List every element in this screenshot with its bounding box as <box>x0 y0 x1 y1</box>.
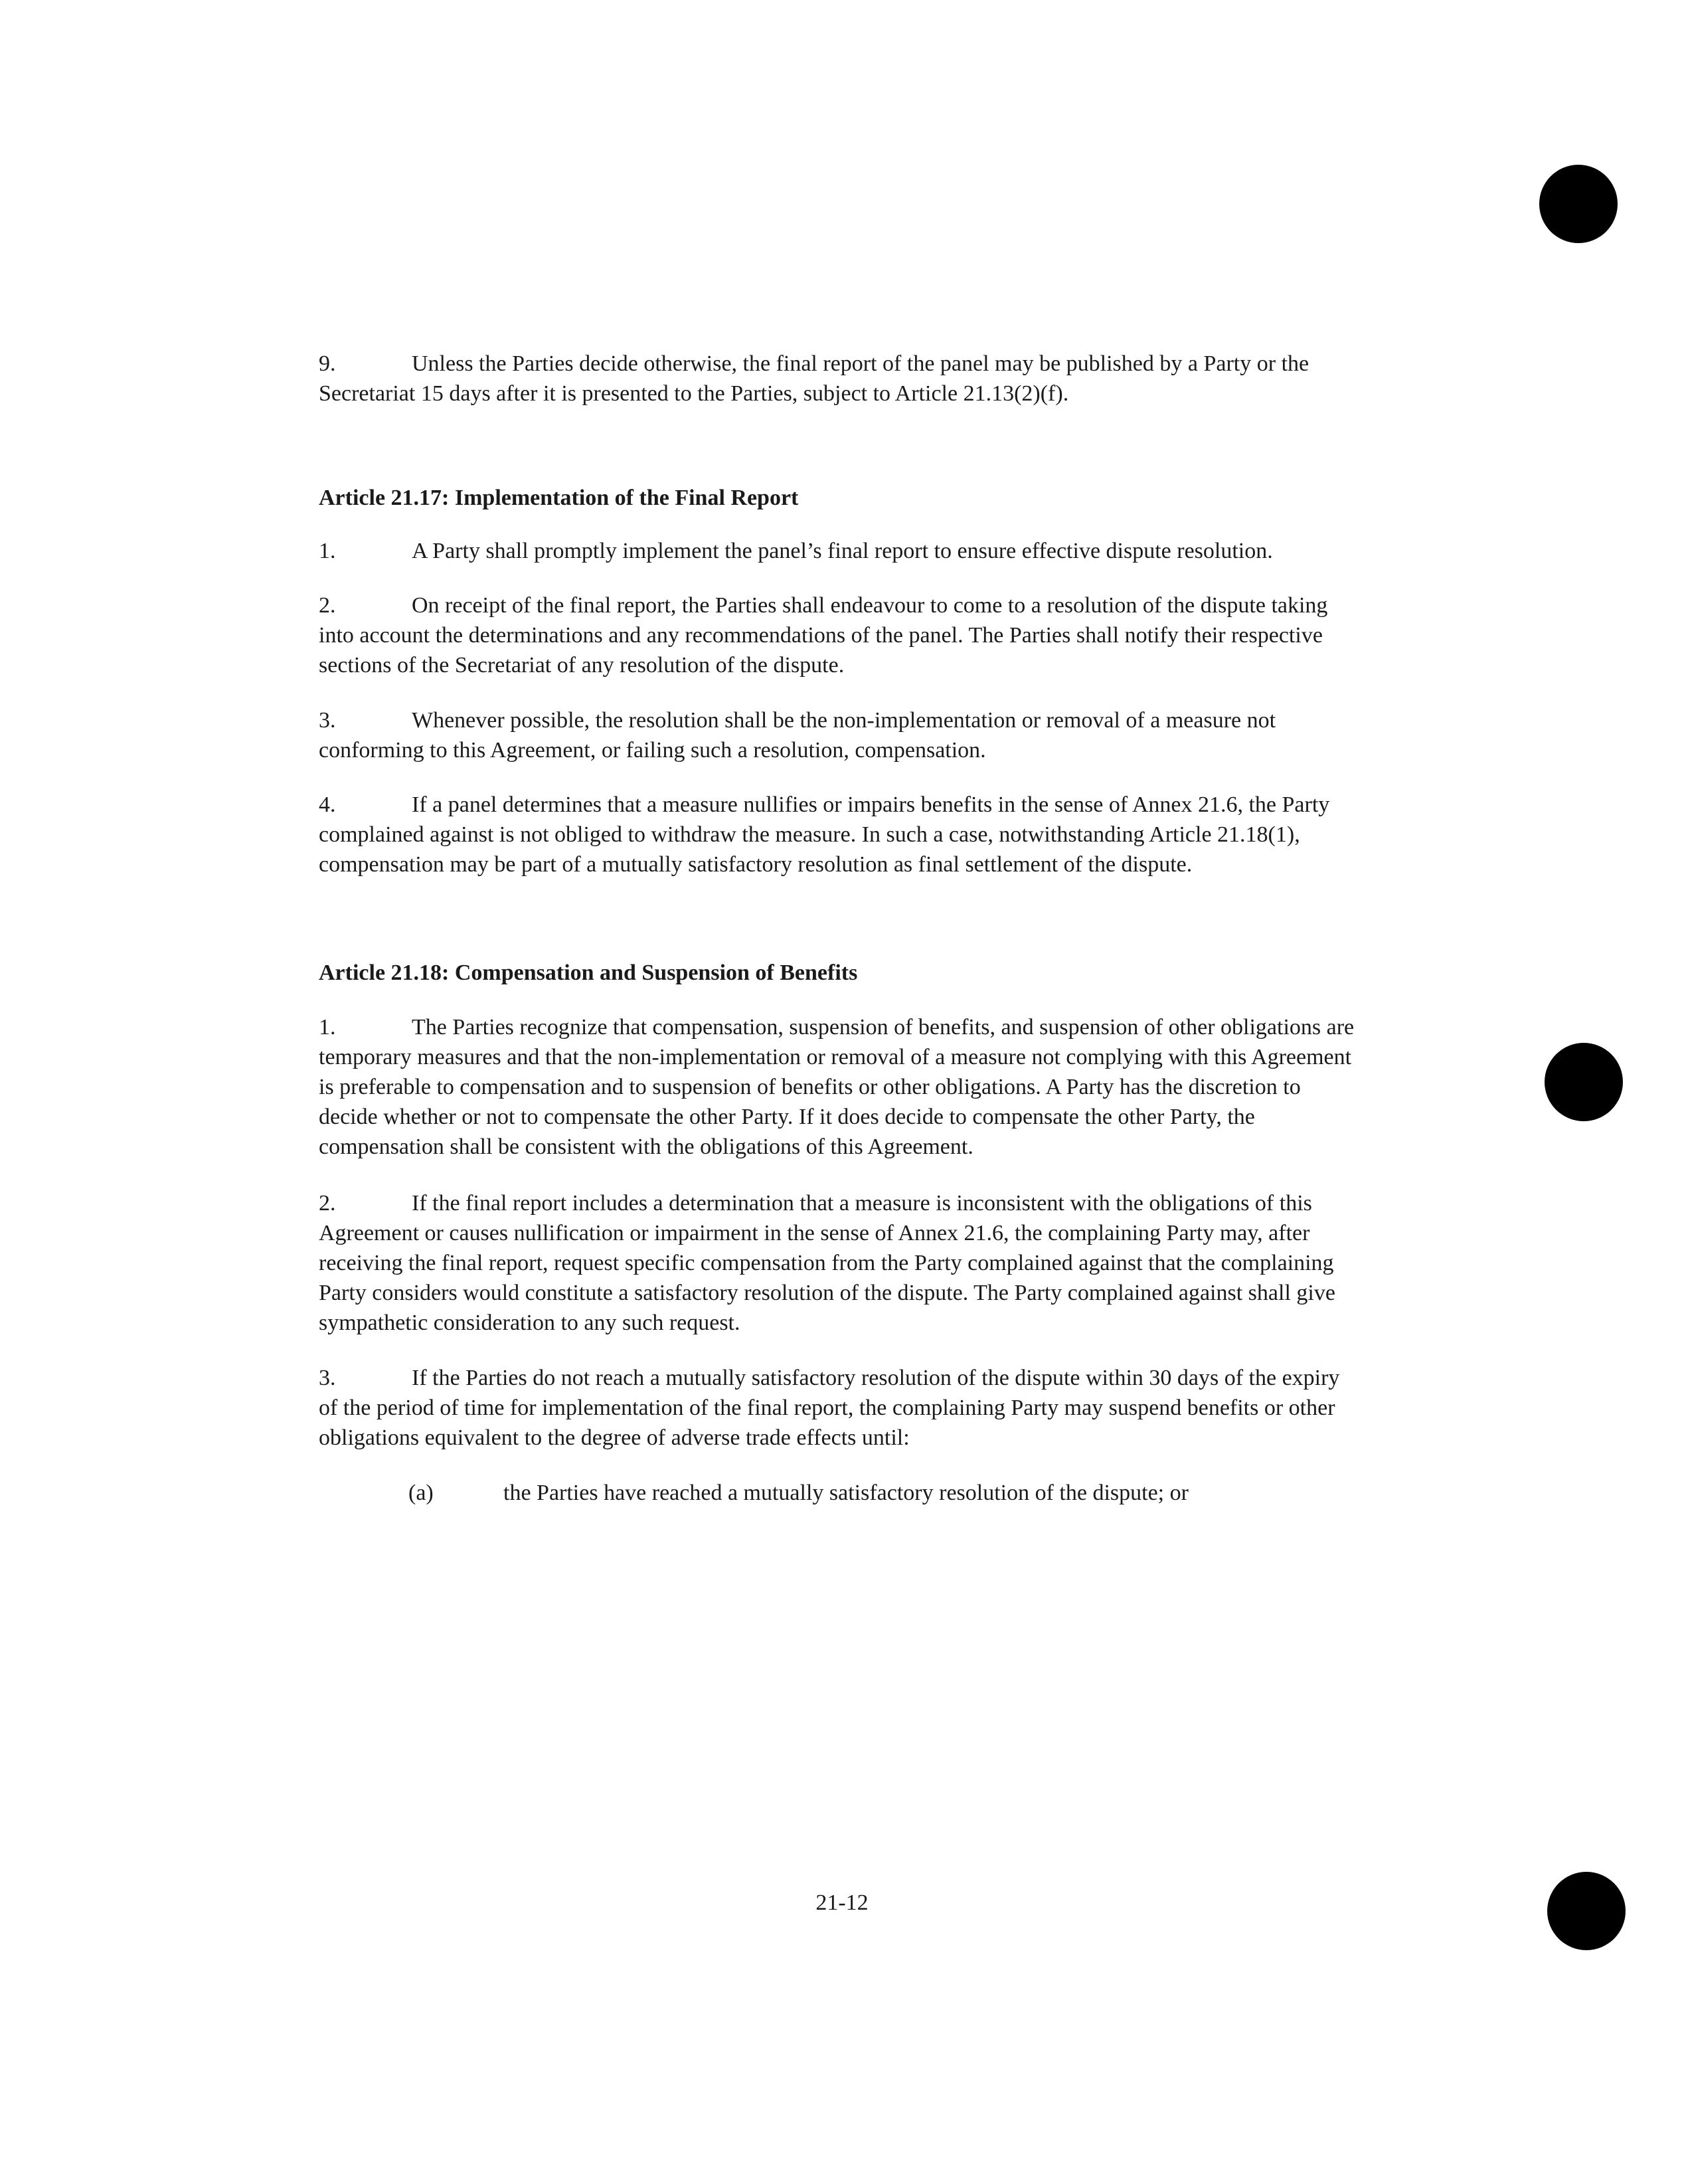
article-21-18-heading: Article 21.18: Compensation and Suspension of Benefits <box>319 960 858 985</box>
sub-item-label: (a) <box>408 1481 434 1505</box>
paragraph-text: If the Parties do not reach a mutually satisfactory resolution of the dispute within 30 days of the expiry of the period of time for implementation of the final report, the complaining Party may suspend benefits or other obligations equivalent to the degree of adverse trade effects until: <box>319 1366 1340 1450</box>
punch-hole <box>1545 1043 1623 1121</box>
paragraph-9 <box>319 349 1355 409</box>
paragraph-text: If the final report includes a determination that a measure is inconsistent with the obligations of this Agreement or causes nullification or impairment in the sense of Annex 21.6, the complaining Party may, after receiving the final report, request specific compensation from the Party complained against that the complaining Party considers would constitute a satisfactory resolution of the dispute. The Party complained against shall give sympathetic consideration to any such request. <box>319 1191 1335 1335</box>
paragraph-text: The Parties recognize that compensation, suspension of benefits, and suspension of other obligations are temporary measures and that the non-implementation or removal of a measure not complying with this Agreement is preferable to compensation and to suspension of benefits or other obligations. A Party has the discretion to decide whether or not to compensate the other Party. If it does decide to compensate the other Party, the compensation shall be consistent with the obligations of this Agreement. <box>319 1015 1355 1159</box>
article-21-17-paragraph-1 <box>319 536 1355 566</box>
paragraph-number: 3. <box>319 1366 336 1390</box>
article-21-18-paragraph-1 <box>319 1012 1355 1162</box>
article-21-17-paragraph-2 <box>319 591 1355 680</box>
paragraph-text: If a panel determines that a measure nullifies or impairs benefits in the sense of Annex 21.6, the Party complained against is not obliged to withdraw the measure. In such a case, notwithstanding Article 21.18(1), compensation may be part of a mutually satisfactory resolution as final settlement of the dispute. <box>319 792 1330 877</box>
article-21-18-paragraph-2 <box>319 1188 1355 1338</box>
article-21-18-sub-item-a <box>408 1478 1355 1508</box>
paragraph-number: 2. <box>319 1191 336 1216</box>
paragraph-text: Whenever possible, the resolution shall be the non-implementation or removal of a measure not conforming to this Agreement, or failing such a resolution, compensation. <box>319 708 1276 763</box>
document-body <box>319 349 1355 1508</box>
page-number: 21-12 <box>815 1890 869 1915</box>
paragraph-text: Unless the Parties decide otherwise, the final report of the panel may be published by a Party or the Secretariat 15 days after it is presented to the Parties, subject to Article 21.13(2)(f). <box>319 351 1309 406</box>
paragraph-number: 2. <box>319 593 336 618</box>
paragraph-text: On receipt of the final report, the Parties shall endeavour to come to a resolution of the dispute taking into account the determinations and any recommendations of the panel. The Parties shall notify their respective sections of the Secretariat of any resolution of the dispute. <box>319 593 1328 678</box>
paragraph-text: A Party shall promptly implement the panel’s final report to ensure effective dispute resolution. <box>412 539 1273 563</box>
article-21-17-paragraph-3 <box>319 705 1355 765</box>
paragraph-number: 4. <box>319 792 336 817</box>
article-21-17-paragraph-4 <box>319 790 1355 879</box>
punch-hole <box>1539 165 1618 243</box>
paragraph-number: 1. <box>319 539 336 563</box>
paragraph-number: 9. <box>319 351 336 376</box>
article-21-17-heading: Article 21.17: Implementation of the Final Report <box>319 486 799 510</box>
paragraph-number: 3. <box>319 708 336 733</box>
article-21-18-paragraph-3 <box>319 1363 1355 1453</box>
sub-item-text: the Parties have reached a mutually satisfactory resolution of the dispute; or <box>503 1481 1189 1505</box>
paragraph-number: 1. <box>319 1015 336 1040</box>
